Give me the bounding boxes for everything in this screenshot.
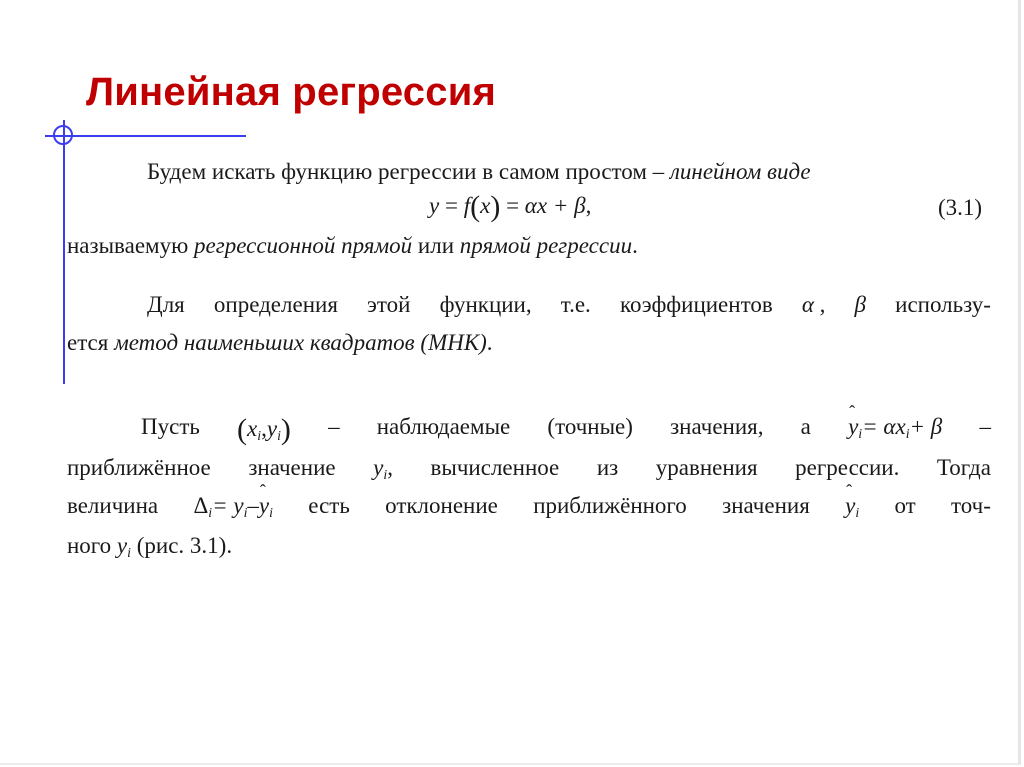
para3-dash: – <box>979 414 991 439</box>
para1-line1-italic: линейном виде <box>669 159 811 184</box>
para2-word: этой <box>367 292 411 317</box>
para1-line3-e: . <box>632 233 638 258</box>
math-x: x <box>247 416 258 441</box>
para2-line1 <box>147 293 991 316</box>
slide-title: Линейная регрессия <box>86 70 497 114</box>
formula-eq: = <box>444 193 458 218</box>
para2-line2 <box>67 331 493 354</box>
formula-rparen: ) <box>490 190 501 223</box>
para3-delta-eq <box>193 494 273 520</box>
para2-word: т.е. <box>560 292 591 317</box>
math-y: y <box>373 455 384 480</box>
para2-alpha: α , <box>801 292 826 317</box>
math-delta: Δ <box>193 493 209 518</box>
math-y: y <box>266 416 278 441</box>
para3-word: ного <box>67 533 117 558</box>
formula-3-1 <box>429 192 591 222</box>
para3-line4 <box>67 534 232 560</box>
para3-word: приближённого <box>533 493 687 518</box>
para3-line2 <box>67 456 991 482</box>
para3-word: Пусть <box>141 414 200 439</box>
para2-word: коэффициентов <box>619 292 773 317</box>
formula-eq2: = <box>506 193 520 218</box>
para2-line2-c: . <box>486 330 493 355</box>
para3-word: регрессии. <box>795 455 900 480</box>
formula-comma: , <box>585 193 592 218</box>
formula-lparen: ( <box>470 190 481 223</box>
para2-word: функции, <box>439 292 532 317</box>
math-yhat: ˆ y <box>259 494 269 517</box>
math-plus: + β <box>909 414 943 439</box>
para1-line3-b: регрессионной прямой <box>194 233 413 258</box>
para3-word: значение <box>248 455 336 480</box>
decorative-horizontal-line <box>45 135 246 137</box>
comma: , <box>387 455 393 480</box>
para3-line3 <box>67 494 991 520</box>
decorative-circle-icon <box>53 125 73 145</box>
para3-word: (точные) <box>547 414 633 439</box>
sub-i: i <box>905 426 910 442</box>
para3-word: значения <box>722 493 810 518</box>
math-yhat: ˆ y <box>848 415 858 438</box>
comma: , <box>261 416 267 441</box>
sub-i: i <box>858 426 863 442</box>
sub-i: i <box>208 505 213 521</box>
para3-word: от <box>894 493 916 518</box>
para3-yhat-eq <box>848 415 942 445</box>
para3-word: а <box>800 414 811 439</box>
formula-number: (3.1) <box>938 195 983 220</box>
para2-line2-b: метод наименьших квадратов (МНК) <box>114 330 487 355</box>
sub-i: i <box>243 505 248 521</box>
decorative-vertical-line <box>63 120 65 384</box>
sub-i: i <box>383 467 388 483</box>
para1-line3 <box>67 234 638 257</box>
para3-pair <box>237 415 291 445</box>
para3-word: вычисленное <box>430 455 560 480</box>
para1-line1 <box>147 160 811 183</box>
para3-word: приближённое <box>67 455 211 480</box>
sub-i: i <box>269 505 273 521</box>
para2-line2-a: ется <box>67 330 115 355</box>
para2-beta: β <box>854 292 867 317</box>
math-y: y <box>116 533 128 558</box>
para3-figure-ref: (рис. 3.1). <box>130 533 233 558</box>
para3-word: из <box>596 455 619 480</box>
formula-x: x <box>480 193 491 218</box>
para2-word: использу- <box>895 292 991 317</box>
formula-y: y <box>429 193 440 218</box>
para2-word: Для <box>147 292 185 317</box>
para1-line3-d: прямой регрессии <box>459 233 633 258</box>
para3-yhat2 <box>845 494 859 520</box>
paren: ) <box>280 413 291 446</box>
para3-word: есть <box>308 493 350 518</box>
para3-word: Тогда <box>936 455 991 480</box>
math-yhat: ˆ y <box>845 494 855 517</box>
para1-line1-text: Будем искать функцию регрессии в самом простом – <box>147 159 670 184</box>
para3-line1 <box>141 415 991 445</box>
para1-line3-a: называемую <box>67 233 195 258</box>
sub-i: i <box>855 505 860 521</box>
para3-word: точ- <box>951 493 991 518</box>
math-eq: = αx <box>862 414 906 439</box>
math-minus: – <box>247 493 259 518</box>
paren: ( <box>237 413 248 446</box>
para3-dash: – <box>328 414 340 439</box>
para3-word: наблюдаемые <box>376 414 511 439</box>
formula-rhs: αx + β <box>524 193 586 218</box>
sub-i: i <box>257 428 262 444</box>
formula-f: f <box>463 193 471 218</box>
para3-yi <box>373 456 393 482</box>
para1-line3-c: или <box>412 233 460 258</box>
para3-word: величина <box>67 493 159 518</box>
para3-word: отклонение <box>385 493 498 518</box>
math-eq: = y <box>212 493 244 518</box>
para3-word: значения, <box>670 414 764 439</box>
para2-word: определения <box>213 292 338 317</box>
sub-i: i <box>127 545 131 561</box>
para3-word: уравнения <box>655 455 758 480</box>
sub-i: i <box>277 428 281 444</box>
